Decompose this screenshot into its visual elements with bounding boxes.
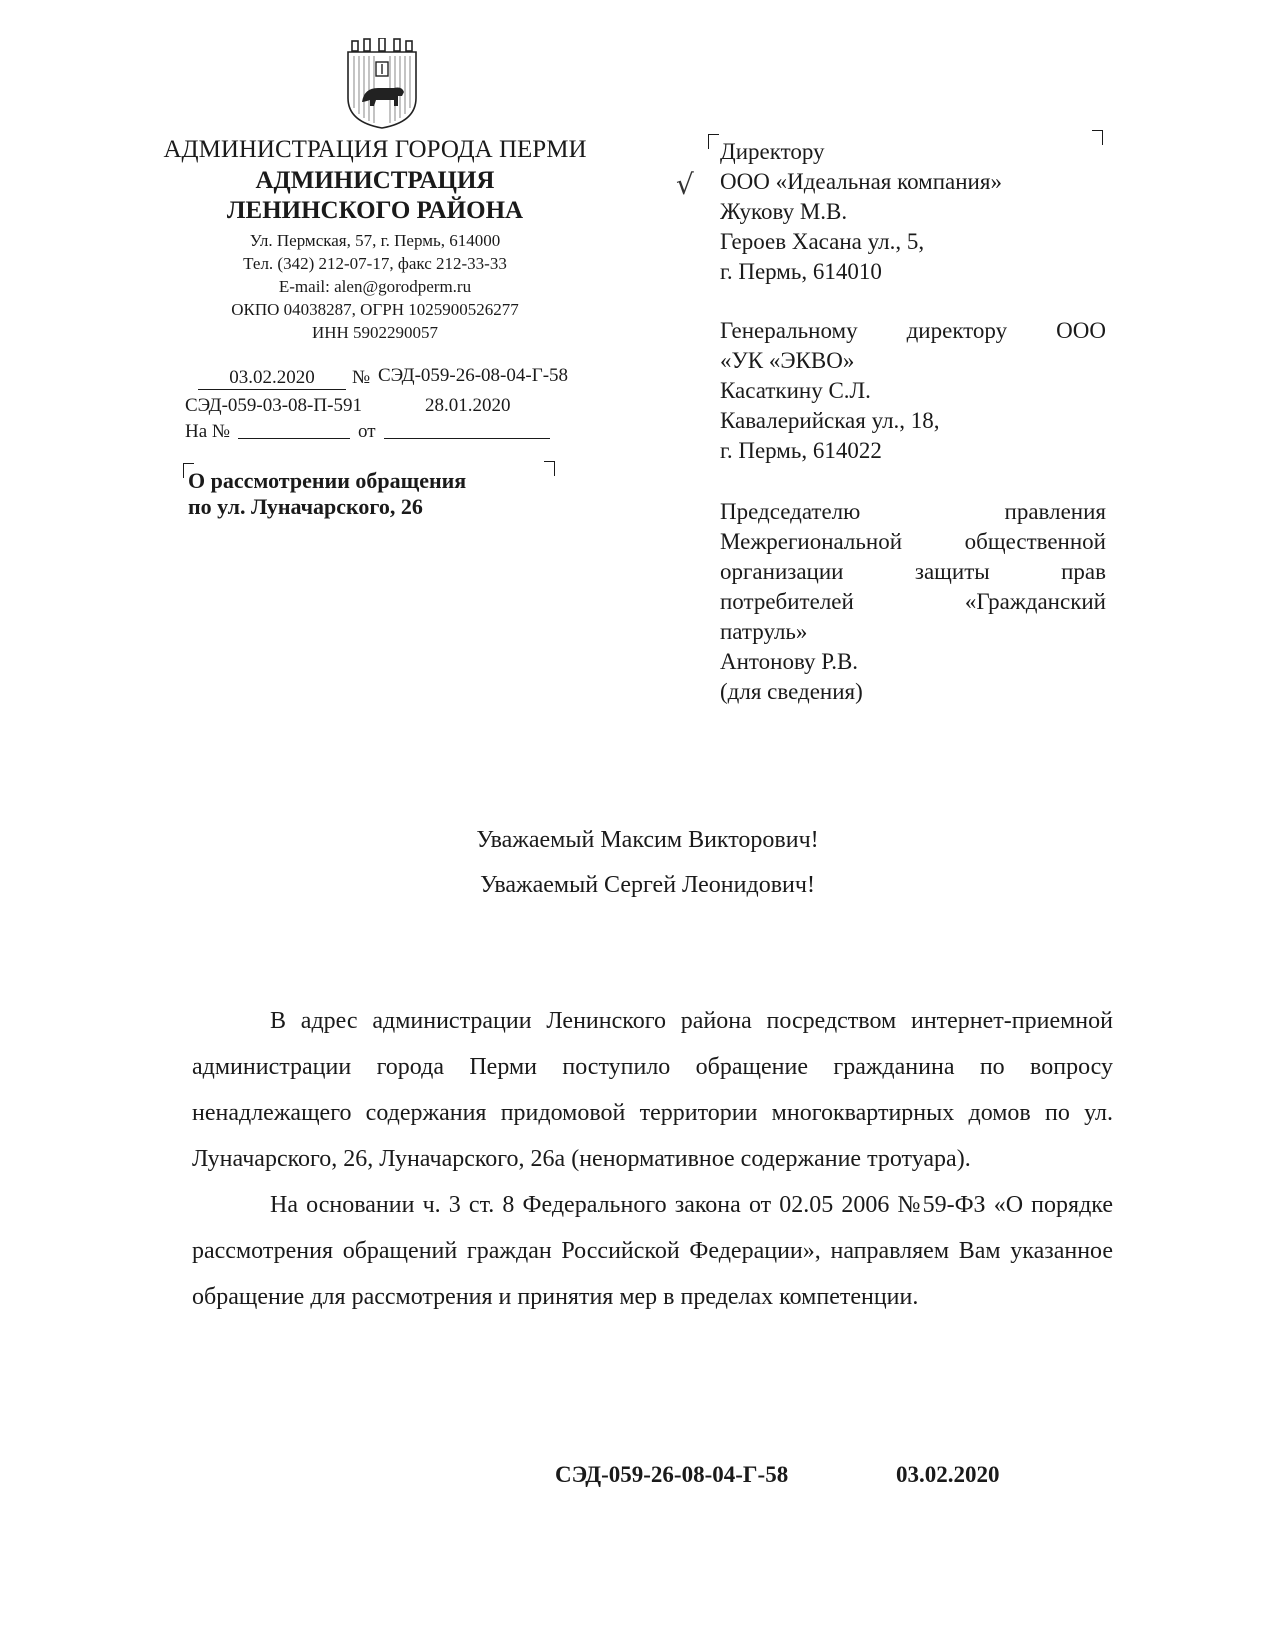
letterhead-email: E-mail: alen@gorodperm.ru — [278, 277, 472, 296]
from-date-blank — [384, 438, 550, 439]
addressee-line: ООО «Идеальная компания» — [720, 169, 1002, 194]
body-paragraph: В адрес администрации Ленинского района посредством интернет-приемной администрации города Перми поступило обращение гражданина по вопросу ненадлежащего содержания придомовой территории многоквартирных домов по ул. Луначарского, 26, Луначарского, 26а (ненормативное содержание тротуара). — [192, 1008, 1113, 1172]
addressee-line: Генеральному директору ООО — [720, 318, 1106, 343]
check-mark: √ — [676, 168, 694, 201]
addressee-line: патруль» — [720, 619, 808, 644]
district-administration-title: АДМИНИСТРАЦИЯ — [255, 167, 495, 194]
district-name-title: ЛЕНИНСКОГО РАЙОНА — [226, 197, 524, 224]
subject-bracket-right — [544, 461, 555, 476]
letterhead-phone: Тел. (342) 212-07-17, факс 212-33-33 — [243, 254, 507, 273]
addressee-line: «УК «ЭКВО» — [720, 348, 855, 373]
registration-number: СЭД-059-26-08-04-Г-58 — [378, 365, 569, 386]
coat-of-arms-icon — [342, 38, 422, 130]
subject-heading — [188, 468, 466, 520]
salutation-line: Уважаемый Максим Викторович! — [476, 827, 819, 853]
addressee-line: Межрегиональной общественной — [720, 529, 1106, 554]
addressee-line: Героев Хасана ул., 5, — [720, 229, 925, 254]
addressee-line: Председателю правления — [720, 499, 1106, 524]
letterhead-inn: ИНН 5902290057 — [311, 323, 439, 342]
in-reply-to-blank — [238, 438, 350, 439]
subject-line: по ул. Луначарского, 26 — [188, 494, 423, 519]
city-administration-title: АДМИНИСТРАЦИЯ ГОРОДА ПЕРМИ — [163, 136, 587, 163]
addressee-line: г. Пермь, 614022 — [720, 438, 882, 463]
addressee-line: Касаткину С.Л. — [720, 378, 871, 403]
footer-registration-date: 03.02.2020 — [896, 1462, 1000, 1487]
subject-line: О рассмотрении обращения — [188, 468, 467, 493]
addressee-first — [720, 137, 1106, 287]
letterhead-address: Ул. Пермская, 57, г. Пермь, 614000 — [249, 231, 501, 250]
from-label: от — [358, 421, 376, 442]
in-reply-to-label: На № — [185, 421, 231, 442]
addressee-line: (для сведения) — [720, 679, 863, 704]
addressee-third — [720, 497, 1106, 707]
footer-registration-number: СЭД-059-26-08-04-Г-58 — [555, 1462, 789, 1487]
addressee-line: организации защиты прав — [720, 559, 1106, 584]
addressee-line: Антонову Р.В. — [720, 649, 859, 674]
body-paragraph: На основании ч. 3 ст. 8 Федерального закона от 02.05 2006 №59-ФЗ «О порядке рассмотрения обращений граждан Российской Федерации», направляем Вам указанное обращение для рассмотрения и принятия мер в пределах компетенции. — [192, 1192, 1113, 1310]
letter-body — [192, 998, 1113, 1320]
registration-number-sign: № — [352, 367, 371, 388]
letterhead-okpo-ogrn: ОКПО 04038287, ОГРН 1025900526277 — [231, 300, 519, 319]
addressee-line: Директору — [720, 139, 825, 164]
addressee-line: Жукову М.В. — [720, 199, 848, 224]
addressee-second — [720, 316, 1106, 466]
reference-date: 28.01.2020 — [425, 395, 511, 416]
addressee-line: Кавалерийская ул., 18, — [720, 408, 940, 433]
addressee-bracket-left — [708, 134, 719, 149]
registration-date: 03.02.2020 — [198, 367, 346, 390]
reference-number: СЭД-059-03-08-П-591 — [185, 395, 362, 416]
addressee-line: г. Пермь, 614010 — [720, 259, 882, 284]
salutation-line: Уважаемый Сергей Леонидович! — [480, 872, 815, 898]
addressee-line: потребителей «Гражданский — [720, 589, 1106, 614]
